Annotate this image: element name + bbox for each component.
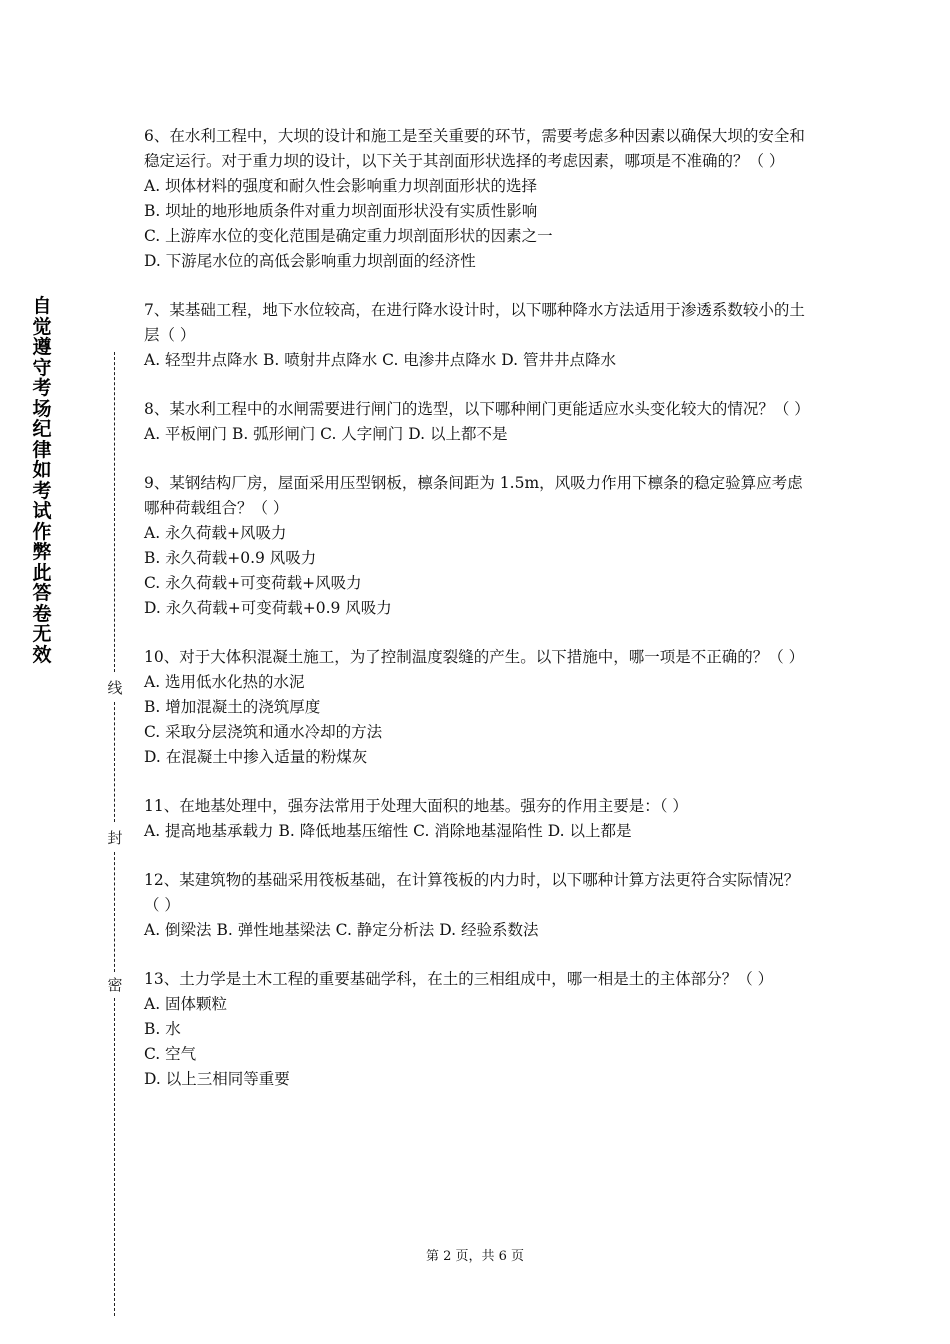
option-b: B. 坝址的地形地质条件对重力坝剖面形状没有实质性影响 [144, 202, 538, 220]
options-line: A. 轻型井点降水 B. 喷射井点降水 C. 电渗井点降水 D. 管井井点降水 [144, 351, 616, 369]
question-stem: 6、在水利工程中，大坝的设计和施工是至关重要的环节，需要考虑多种因素以确保大坝的安全和稳定运行。对于重力坝的设计，以下关于其剖面形状选择的考虑因素，哪项是不准确的？（ ） [144, 127, 805, 170]
page-number: 第 2 页，共 6 页 [425, 1249, 525, 1264]
question-6 [144, 124, 814, 274]
question-10 [144, 645, 814, 770]
question-7 [144, 298, 814, 373]
binding-dash-segment [114, 702, 115, 822]
question-stem: 12、某建筑物的基础采用筏板基础，在计算筏板的内力时，以下哪种计算方法更符合实际情况？（ ） [144, 871, 800, 914]
binding-line [104, 352, 126, 1317]
option-d: D. 下游尾水位的高低会影响重力坝剖面的经济性 [144, 252, 476, 270]
binding-mark-line: 线 [107, 679, 123, 697]
options-line: A. 提高地基承载力 B. 降低地基压缩性 C. 消除地基湿陷性 D. 以上都是 [144, 822, 632, 840]
binding-mark-seal: 封 [107, 829, 123, 847]
question-11 [144, 794, 814, 844]
question-stem: 13、土力学是土木工程的重要基础学科，在土的三相组成中，哪一相是土的主体部分？（ ） [144, 970, 774, 988]
question-12 [144, 868, 814, 943]
binding-mark-secret: 密 [107, 976, 123, 994]
option-d: D. 在混凝土中掺入适量的粉煤灰 [144, 748, 368, 766]
question-stem: 10、对于大体积混凝土施工，为了控制温度裂缝的产生。以下措施中，哪一项是不正确的？（ ） [144, 648, 805, 666]
option-c: C. 采取分层浇筑和通水冷却的方法 [144, 723, 383, 741]
option-a: A. 永久荷载+风吸力 [144, 524, 287, 542]
question-8 [144, 397, 814, 447]
question-stem: 9、某钢结构厂房，屋面采用压型钢板，檩条间距为 1.5m，风吸力作用下檩条的稳定验算应考虑哪种荷载组合？（ ） [144, 474, 803, 517]
options-line: A. 倒梁法 B. 弹性地基梁法 C. 静定分析法 D. 经验系数法 [144, 921, 539, 939]
question-stem: 7、某基础工程，地下水位较高，在进行降水设计时，以下哪种降水方法适用于渗透系数较小的土层（ ） [144, 301, 805, 344]
option-c: C. 永久荷载+可变荷载+风吸力 [144, 574, 362, 592]
question-9 [144, 471, 814, 621]
exam-discipline-warning: 自觉遵守考场纪律如考试作弊此答卷无效 [32, 295, 52, 666]
question-stem: 8、某水利工程中的水闸需要进行闸门的选型，以下哪种闸门更能适应水头变化较大的情况？（ ） [144, 400, 810, 418]
option-d: D. 永久荷载+可变荷载+0.9 风吸力 [144, 599, 392, 617]
option-a: A. 选用低水化热的水泥 [144, 673, 305, 691]
option-d: D. 以上三相同等重要 [144, 1070, 290, 1088]
option-c: C. 空气 [144, 1045, 197, 1063]
option-a: A. 固体颗粒 [144, 995, 228, 1013]
binding-dash-segment [114, 852, 115, 972]
option-c: C. 上游库水位的变化范围是确定重力坝剖面形状的因素之一 [144, 227, 553, 245]
option-b: B. 永久荷载+0.9 风吸力 [144, 549, 317, 567]
binding-dash-segment [114, 998, 115, 1316]
options-line: A. 平板闸门 B. 弧形闸门 C. 人字闸门 D. 以上都不是 [144, 425, 508, 443]
binding-dash-segment [114, 352, 115, 672]
option-a: A. 坝体材料的强度和耐久性会影响重力坝剖面形状的选择 [144, 177, 538, 195]
option-b: B. 增加混凝土的浇筑厚度 [144, 698, 321, 716]
option-b: B. 水 [144, 1020, 181, 1038]
question-13 [144, 967, 814, 1092]
question-list [144, 124, 814, 1116]
question-stem: 11、在地基处理中，强夯法常用于处理大面积的地基。强夯的作用主要是：（ ） [144, 797, 688, 815]
